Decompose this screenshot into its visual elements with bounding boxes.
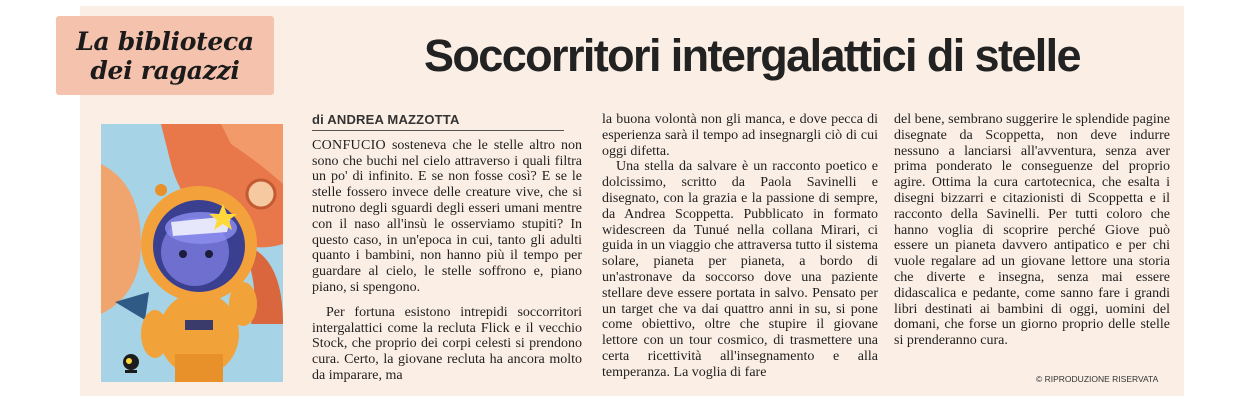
rubric-title (76, 27, 254, 85)
paragraph-1 (312, 138, 582, 296)
astronaut-illustration (101, 124, 283, 382)
article-column-1 (312, 112, 582, 384)
lead-word: CONFUCIO (312, 137, 386, 153)
section-rubric (56, 16, 274, 95)
rubric-line-2: dei ragazzi (90, 55, 240, 85)
article-headline: Soccorritori intergalattici di stelle (424, 30, 1080, 81)
paragraph-3: Una stella da salvare è un racconto poetico e dolcissimo, scritto da Paola Savinelli e disegnato, con la grazia e la passione di sempre, da Andrea Scoppetta. Pubblicato in formato widescreen da Tunué nella collana Mirari, ci guida in un viaggio che attraversa tutto il sistema solare, pianeta per pianeta, a bordo di un'astronave da soccorso dove una paziente stellare deve essere portata in salvo. Pensato per un target che va dai quattro anni in su, si pone come obiettivo, oltre che stupire il giovane lettore con un tour cosmico, di trasmettere una certa ricettività all'insegnamento e alla temperanza. La voglia di fare (602, 159, 878, 380)
paragraph-2-continued: la buona volontà non gli manca, e dove pecca di esperienza sarà il tempo ad insegnargli ciò di cui oggi difetta. (602, 112, 878, 159)
paragraph-2: Per fortuna esistono intrepidi soccorritori intergalattici come la recluta Flick e il vecchio Stock, che proprio dei corpi celesti si prendono cura. Certo, la giovane recluta ha ancora molto da imparare, ma (312, 304, 582, 383)
publisher-logo-icon (121, 352, 141, 374)
article-column-2 (602, 112, 878, 381)
rubric-line-1: La biblioteca (76, 26, 254, 56)
copyright-notice: © RIPRODUZIONE RISERVATA (1036, 374, 1159, 384)
article-column-3 (894, 112, 1170, 349)
byline: di ANDREA MAZZOTTA (312, 112, 564, 131)
paragraph-1-text: sosteneva che le stelle altro non sono che buchi nel cielo attraverso i quali filtra un po' di infinito. E se non fosse così? E se le stelle fossero invece delle creature vive, che si nutrono degli sguardi degli esseri umani mentre con il naso all'insù le osserviamo stupiti? In questo caso, in un'epoca in cui, tanto gli adulti quanto i bambini, non hanno più il tempo per guardare al cielo, le stelle soffrono e, piano piano, si spengono. (312, 137, 582, 295)
paragraph-3-continued: del bene, sembrano suggerire le splendide pagine disegnate da Scoppetta, non deve indurre nessuno a lanciarsi all'avventura, senza aver prima ponderato le conseguenze del proprio agire. Ottima la cura cartotecnica, che esalta i disegni bizzarri e citazionisti di Scoppetta e il racconto della Savinelli. Per tutti coloro che hanno voglia di scoprire perché Giove può essere un pianeta davvero antipatico e per chi vuole regalare ad un giovane lettore una storia che diverte e insegna, senza mai essere didascalica e pedante, come sanno fare i grandi libri destinati ai bambini di oggi, uomini del domani, che forse un giorno proprio delle stelle si prenderanno cura. (894, 112, 1170, 349)
